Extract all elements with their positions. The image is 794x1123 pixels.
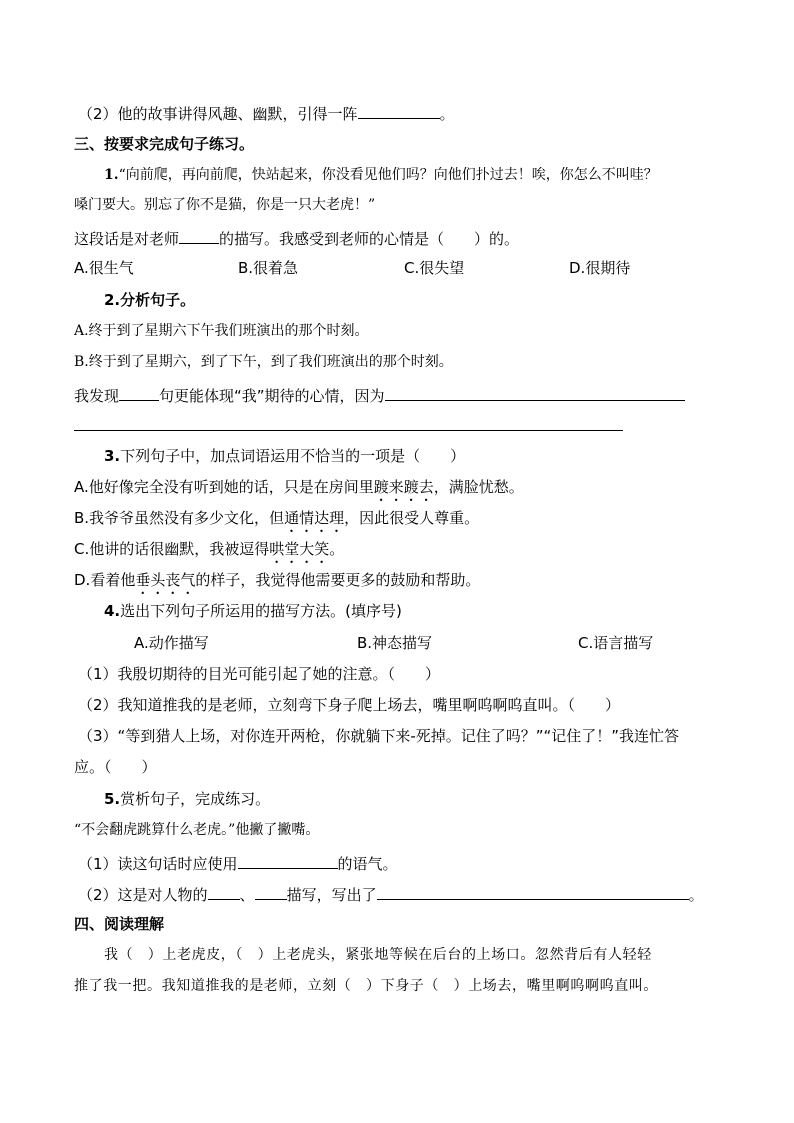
s2-find-a: 我发现 (74, 387, 120, 405)
s5-q2-end: 。 (688, 886, 704, 904)
answer-blank[interactable] (377, 883, 689, 900)
s3-stem: 下列句子中，加点词语运用不恰当的一项是（ ） (120, 447, 466, 465)
s3-option-a (74, 477, 524, 505)
s3-c-post: 。 (329, 540, 345, 558)
s3-option-c (74, 539, 344, 567)
s3-option-b (74, 508, 479, 536)
answer-blank[interactable] (238, 852, 338, 869)
answer-blank[interactable] (119, 384, 159, 401)
s1-option-b: B.很着急 (238, 259, 299, 277)
s3-option-d (74, 570, 480, 598)
s4-option-a: A.动作描写 (134, 634, 209, 652)
s1-stem (74, 227, 519, 249)
s4-item-1: （1）我殷切期待的目光可能引起了她的注意。（ ） (78, 665, 441, 683)
s4-item-2: （2）我知道推我的是老师，立刻弯下身子爬上场去，嘴里啊呜啊呜直叫。（ ） (78, 696, 621, 714)
q2-end: 。 (439, 105, 455, 123)
section-4-heading: 四、阅读理解 (74, 915, 165, 933)
s2-heading: 2.分析句子。 (104, 291, 196, 309)
s4-option-c: C.语言描写 (578, 634, 654, 652)
s5-q1-a: （1）读这句话时应使用 (78, 855, 238, 873)
s4-item-3-line2: 应。（ ） (74, 758, 157, 776)
q2-text: （2）他的故事讲得风趣、幽默，引得一阵 (78, 105, 358, 123)
s5-q2-sep: 、 (239, 886, 255, 904)
s3-d-pre: D.看着他 (74, 571, 136, 589)
answer-blank[interactable] (385, 384, 685, 401)
s1-option-c: C.很失望 (404, 259, 465, 277)
s3-a-pre: A.他好像完全没有听到她的话，只是在房间里 (74, 478, 374, 496)
s3-c-dotted: 哄堂大笑 (269, 540, 330, 558)
s2-sentence-a: A.终于到了星期六下午我们班演出的那个时刻。 (74, 323, 369, 339)
s3-c-pre: C.他讲的话很幽默，我被逗得 (74, 540, 270, 558)
s3-d-post: 的样子，我觉得他需要更多的鼓励和帮助。 (195, 571, 481, 589)
s5-stem-line (104, 789, 270, 809)
s3-d-dotted: 垂头丧气 (135, 571, 196, 589)
s3-a-post: ，满脸忧愁。 (433, 478, 524, 496)
s4-stem-line (104, 601, 402, 621)
s5-number: 5. (104, 790, 121, 808)
s4-option-b: B.神态描写 (357, 634, 433, 652)
s1-option-a: A.很生气 (74, 259, 134, 277)
s3-b-dotted: 通情达理 (284, 509, 345, 527)
q2-previous-line (78, 102, 455, 124)
s1-stem-b: 的描写。我感受到老师的心情是（ ）的。 (219, 230, 520, 248)
s5-q2-a: （2）这是对人物的 (78, 886, 208, 904)
s4-number: 4. (104, 602, 121, 620)
answer-blank[interactable] (179, 227, 219, 244)
s1-quote-line1 (104, 165, 658, 185)
answer-blank[interactable] (208, 883, 240, 900)
s3-b-pre: B.我爷爷虽然没有多少文化，但 (74, 509, 285, 527)
s5-q1 (78, 852, 398, 874)
s4-stem: 选出下列句子所运用的描写方法。(填序号) (120, 602, 402, 620)
s3-a-dotted: 踱来踱去 (373, 478, 434, 496)
answer-blank[interactable] (358, 102, 440, 119)
s5-q1-b: 的语气。 (337, 855, 398, 873)
s2-answer-line[interactable] (74, 430, 623, 431)
s3-b-post: ，因此很受人尊重。 (344, 509, 480, 527)
s2-find-line (74, 384, 685, 406)
s3-stem-line (104, 446, 465, 466)
section-3-heading: 三、按要求完成句子练习。 (74, 135, 255, 153)
s4-item-3-line1: （3）“等到猎人上场，对你连开两枪，你就躺下来-死掉。记住了吗？”“记住了！”我连忙答 (78, 727, 680, 745)
s1-number: 1. (104, 167, 119, 183)
s1-stem-a: 这段话是对老师 (74, 230, 180, 248)
answer-blank[interactable] (255, 883, 287, 900)
s5-q2-b: 描写，写出了 (286, 886, 377, 904)
s5-quote: “不会翻虎跳算什么老虎。”他撇了撇嘴。 (74, 822, 320, 838)
reading-line2: 推了我一把。我知道推我的是老师，立刻（ ）下身子（ ）上场去，嘴里啊呜啊呜直叫。 (74, 978, 658, 994)
s2-sentence-b: B.终于到了星期六，到了下午，到了我们班演出的那个时刻。 (74, 354, 453, 370)
s5-stem: 赏析句子，完成练习。 (120, 790, 271, 808)
s5-q2 (78, 883, 704, 905)
s1-option-d: D.很期待 (569, 259, 631, 277)
reading-line1: 我（ ）上老虎皮，（ ）上老虎头，紧张地等候在后台的上场口。忽然背后有人轻轻 (104, 947, 652, 963)
s2-find-b: 句更能体现“我”期待的心情，因为 (159, 387, 385, 405)
s1-quote-line2: 嗓门要大。别忘了你不是猫，你是一只大老虎！” (74, 197, 376, 213)
s1-quote-text1: “向前爬，再向前爬，快站起来，你没看见他们吗？向他们扑过去！唉，你怎么不叫哇？ (118, 167, 658, 183)
s3-number: 3. (104, 447, 121, 465)
